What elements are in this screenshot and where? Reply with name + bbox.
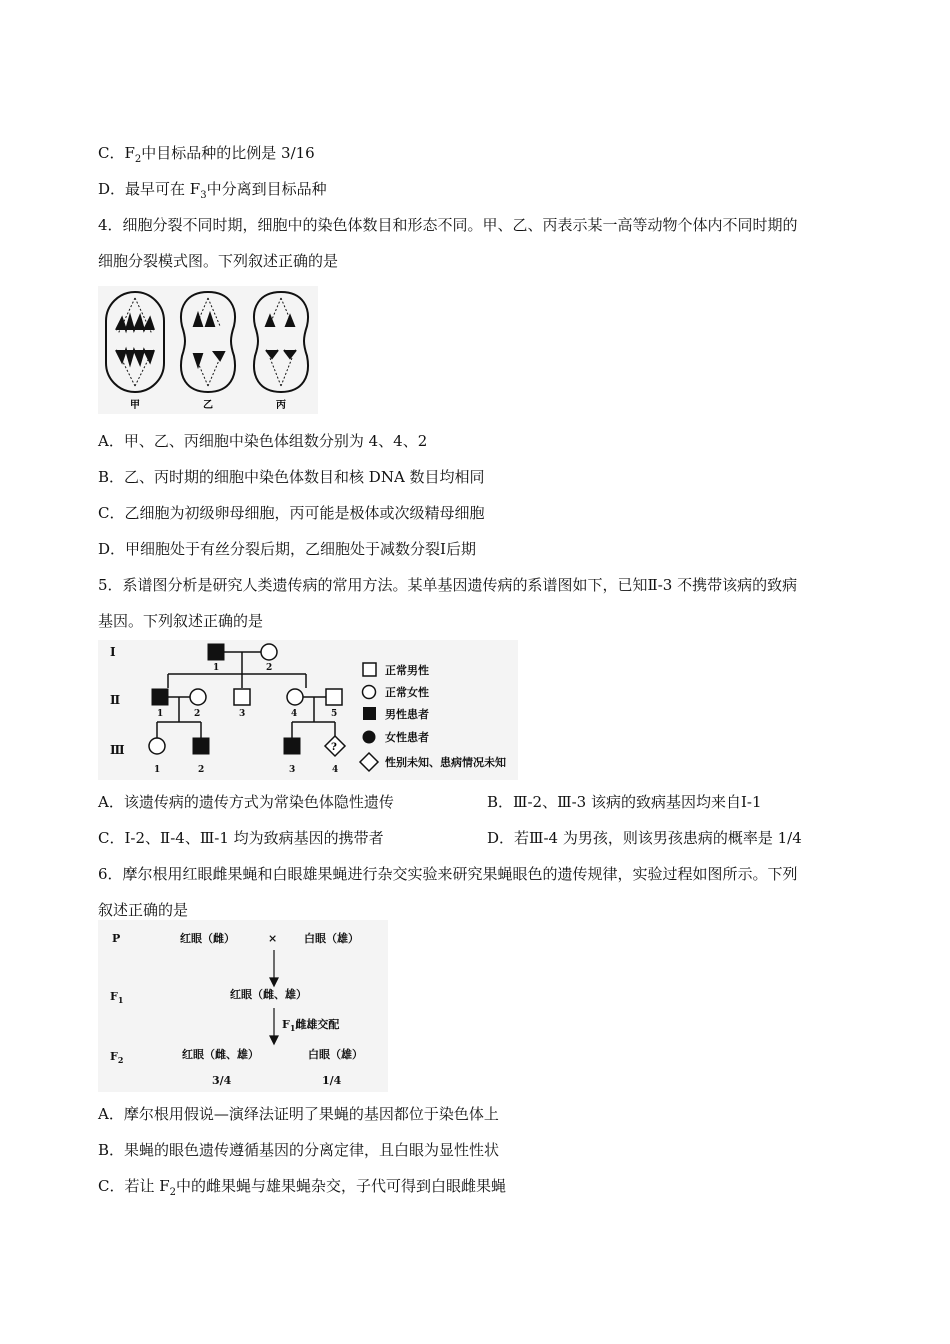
- id-II-1: 1: [157, 709, 164, 719]
- q5-stem-line1: 5．系谱图分析是研究人类遗传病的常用方法。某单基因遗传病的系谱图如下，已知Ⅱ-3 不携带该病的致病: [98, 576, 798, 594]
- individual-II-2: [190, 689, 206, 705]
- id-III-4: 4: [332, 765, 339, 775]
- individual-III-1: [149, 738, 165, 754]
- id-II-3: 3: [239, 709, 246, 719]
- pedigree-chart: [98, 640, 518, 780]
- individual-III-3: [284, 738, 300, 754]
- p-generation-label: P: [112, 932, 121, 945]
- q6-option-c: C．若让 $F_2$中的雌果蝇与雄果蝇杂交，子代可得到白眼雌果蝇: [98, 1177, 507, 1198]
- q4-option-a: A．甲、乙、丙细胞中染色体组数分别为 4、4、2: [98, 432, 428, 450]
- id-III-2: 2: [198, 765, 205, 775]
- cell-label-yi: 乙: [203, 400, 213, 411]
- f2-white-phenotype: 白眼（雄）: [308, 1048, 363, 1061]
- f2-white-ratio: 1/4: [322, 1074, 342, 1087]
- q6-stem-line2: 叙述正确的是: [98, 901, 189, 919]
- f2-red-ratio: 3/4: [212, 1074, 232, 1087]
- id-III-3: 3: [289, 765, 296, 775]
- individual-I-1: [208, 644, 224, 660]
- cross-experiment-figure: [98, 920, 388, 1092]
- legend-affected-male: 男性患者: [385, 708, 429, 721]
- p-male: 白眼（雄）: [304, 932, 359, 945]
- q5-option-d: D．若Ⅲ-4 为男孩，则该男孩患病的概率是 1/4: [487, 829, 802, 847]
- q6-option-b: B．果蝇的眼色遗传遵循基因的分离定律，且白眼为显性性状: [98, 1141, 500, 1159]
- legend-unknown: 性别未知、患病情况未知: [385, 756, 506, 769]
- q5-option-b: B．Ⅲ-2、Ⅲ-3 该病的致病基因均来自Ⅰ-1: [487, 793, 762, 811]
- legend-normal-female-icon: [363, 686, 376, 699]
- gen-label-1: Ⅰ: [110, 645, 116, 659]
- f2-generation-label: $F_2$: [110, 1050, 124, 1065]
- q6-stem-line1: 6．摩尔根用红眼雌果蝇和白眼雄果蝇进行杂交实验来研究果蝇眼色的遗传规律，实验过程如图所示。下列: [98, 865, 798, 883]
- individual-II-3: [234, 689, 250, 705]
- q5-stem-line2: 基因。下列叙述正确的是: [98, 612, 264, 630]
- q5-option-c: C．Ⅰ-2、Ⅱ-4、Ⅲ-1 均为致病基因的携带者: [98, 829, 384, 847]
- id-II-5: 5: [331, 709, 338, 719]
- legend-affected-male-icon: [363, 707, 376, 720]
- legend-affected-female: 女性患者: [385, 731, 429, 744]
- q4-option-c: C．乙细胞为初级卵母细胞，丙可能是极体或次级精母细胞: [98, 504, 485, 522]
- cross-symbol: ×: [268, 932, 278, 945]
- f1-phenotype: 红眼（雌、雄）: [230, 988, 307, 1001]
- cell-label-bing: 丙: [276, 400, 286, 411]
- legend-normal-male: 正常男性: [385, 664, 429, 677]
- unknown-mark: ?: [331, 742, 337, 753]
- individual-II-5: [326, 689, 342, 705]
- q6-option-a: A．摩尔根用假说—演绎法证明了果蝇的基因都位于染色体上: [98, 1105, 499, 1123]
- q3-option-d: D．最早可在 $F_3$中分离到目标品种: [98, 180, 327, 201]
- legend-normal-male-icon: [363, 663, 376, 676]
- gen-label-2: Ⅱ: [110, 693, 121, 707]
- gen-label-3: Ⅲ: [110, 743, 125, 757]
- id-I-2: 2: [266, 663, 273, 673]
- cell-division-figure: [98, 286, 318, 414]
- q4-option-d: D．甲细胞处于有丝分裂后期，乙细胞处于减数分裂Ⅰ后期: [98, 540, 476, 558]
- id-I-1: 1: [213, 663, 220, 673]
- q3-option-c: C．$F_2$中目标品种的比例是 3/16: [98, 144, 315, 165]
- id-II-4: 4: [291, 709, 298, 719]
- id-II-2: 2: [194, 709, 201, 719]
- id-III-1: 1: [154, 765, 161, 775]
- f1-cross-note: $F_1$雌雄交配: [282, 1018, 340, 1033]
- q4-stem-line1: 4．细胞分裂不同时期，细胞中的染色体数目和形态不同。甲、乙、丙表示某一高等动物个体内不同时期的: [98, 216, 798, 234]
- f1-generation-label: $F_1$: [110, 990, 124, 1005]
- q4-option-b: B．乙、丙时期的细胞中染色体数目和核 DNA 数目均相同: [98, 468, 485, 486]
- individual-III-2: [193, 738, 209, 754]
- individual-II-4: [287, 689, 303, 705]
- legend-normal-female: 正常女性: [385, 686, 429, 699]
- f2-red-phenotype: 红眼（雌、雄）: [182, 1048, 259, 1061]
- cell-label-jia: 甲: [130, 400, 140, 411]
- individual-II-1: [152, 689, 168, 705]
- legend-affected-female-icon: [363, 731, 376, 744]
- q4-stem-line2: 细胞分裂模式图。下列叙述正确的是: [98, 252, 339, 270]
- q5-option-a: A．该遗传病的遗传方式为常染色体隐性遗传: [98, 793, 394, 811]
- individual-I-2: [261, 644, 277, 660]
- p-female: 红眼（雌）: [180, 932, 235, 945]
